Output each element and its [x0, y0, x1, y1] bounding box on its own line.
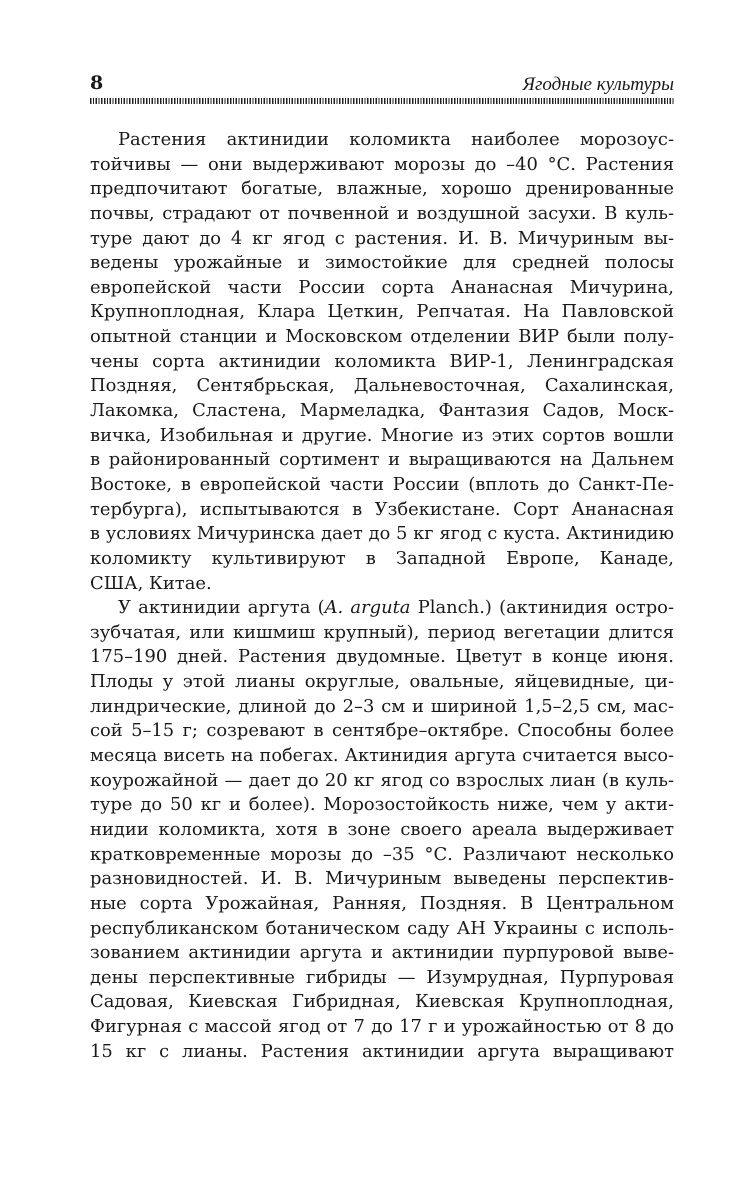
text-line: опытной станции и Московском отделении ВИР были полу- [90, 326, 674, 348]
species-name: A. arguta [324, 597, 411, 619]
running-title: Ягодные культуры [522, 74, 674, 95]
text-line: ные сорта Урожайная, Ранняя, Поздняя. В Центральном [90, 892, 674, 914]
text-line: 15 кг с лианы. Растения актинидии аргута выращивают [90, 1040, 674, 1062]
text-line: вичка, Изобильная и другие. Многие из этих сортов вошли [90, 424, 674, 446]
text-line: предпочитают богатые, влажные, хорошо дренированные [90, 178, 674, 200]
text-run: Planch.) (актинидия остро- [410, 597, 674, 619]
text-line: туре до 50 кг и более). Морозостойкость ниже, чем у акти- [90, 794, 674, 816]
text-line: Поздняя, Сентябрьская, Дальневосточная, Сахалинская, [90, 375, 674, 397]
text-line: нидии коломикта, хотя в зоне своего ареала выдерживает [90, 818, 674, 840]
paragraph-2 [90, 596, 674, 1064]
text-line: Востоке, в европейской части России (вплоть до Санкт-Пе- [90, 473, 674, 495]
text-line: в районированный сортимент и выращиваются на Дальнем [90, 449, 674, 471]
text-run: У актинидии аргута ( [118, 597, 325, 619]
body-text [90, 128, 674, 1064]
text-line: Садовая, Киевская Гибридная, Киевская Крупноплодная, [90, 991, 674, 1013]
text-line: зубчатая, или кишмиш крупный), период вегетации длится [90, 621, 674, 643]
text-line: сой 5–15 г; созревают в сентябре–октябре. Способны более [90, 720, 674, 742]
text-line: республиканском ботаническом саду АН Украины с исполь- [90, 917, 674, 939]
text-line: в условиях Мичуринска дает до 5 кг ягод с куста. Актинидию [90, 524, 674, 545]
text-line: тойчивы — они выдерживают морозы до –40 °С. Растения [90, 153, 674, 175]
text-line: 175–190 дней. Растения двудомные. Цветут в конце июня. [90, 646, 674, 668]
text-line: зованием актинидии аргута и актинидии пурпуровой выве- [90, 942, 674, 964]
text-line: чены сорта актинидии коломикта ВИР-1, Ленинградская [90, 350, 674, 372]
text-line: ведены урожайные и зимостойкие для средней полосы [90, 252, 674, 274]
text-line: туре дают до 4 кг ягод с растения. И. В. Мичуриным вы- [90, 227, 674, 249]
text-line: коломикту культивируют в Западной Европе, Канаде, [90, 547, 674, 569]
page-header [90, 72, 674, 96]
text-line: Лакомка, Сластена, Мармеладка, Фантазия Садов, Моск- [90, 400, 674, 422]
text-line [90, 596, 674, 621]
text-line: США, Китае. [90, 572, 212, 594]
paragraph-1 [90, 128, 674, 596]
text-line: Растения актинидии коломикта наиболее морозоус- [118, 129, 674, 150]
page-number: 8 [90, 72, 104, 94]
text-line: тербурга), испытываются в Узбекистане. Сорт Ананасная [90, 498, 674, 520]
text-line: дены перспективные гибриды — Изумрудная, Пурпуровая [90, 966, 674, 988]
text-line: почвы, страдают от почвенной и воздушной засухи. В куль- [90, 202, 674, 224]
text-line: кратковременные морозы до –35 °С. Различают несколько [90, 843, 674, 865]
text-line: месяца висеть на побегах. Актинидия аргута считается высо- [90, 746, 674, 767]
text-line: европейской части России сорта Ананасная Мичурина, [90, 276, 674, 298]
text-line: линдрические, длиной до 2–3 см и шириной 1,5–2,5 см, мас- [90, 695, 674, 717]
text-line: разновидностей. И. В. Мичуриным выведены перспектив- [90, 868, 674, 890]
text-line: коурожайной — дает до 20 кг ягод со взрослых лиан (в куль- [90, 769, 674, 791]
text-line: Фигурная с массой ягод от 7 до 17 г и урожайностью от 8 до [90, 1016, 674, 1038]
text-line: Крупноплодная, Клара Цеткин, Репчатая. На Павловской [90, 301, 674, 323]
text-line: Плоды у этой лианы округлые, овальные, яйцевидные, ци- [90, 671, 674, 693]
header-rule [90, 98, 674, 104]
